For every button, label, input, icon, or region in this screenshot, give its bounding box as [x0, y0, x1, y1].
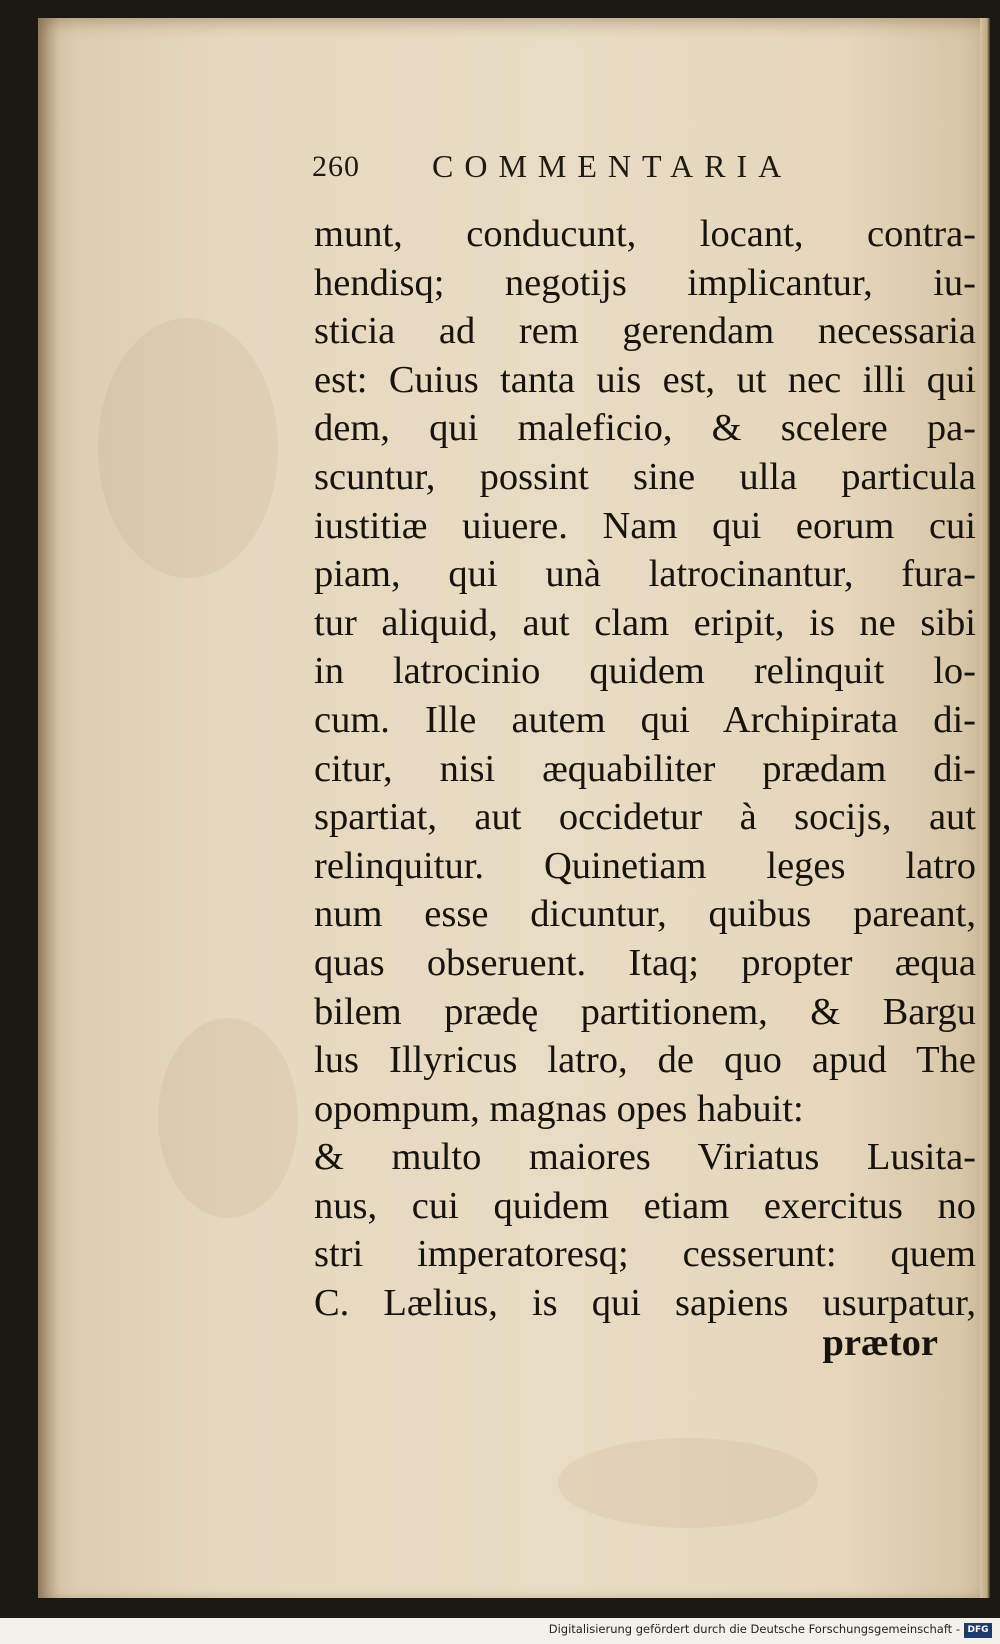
text-line: est: Cuius tanta uis est, ut nec illi qui	[314, 358, 976, 401]
text-line: nus, cui quidem etiam exercitus no	[314, 1184, 976, 1227]
page-number: 260	[312, 150, 360, 183]
page-edge	[980, 18, 990, 1598]
text-line: spartiat, aut occidetur à socijs, aut	[314, 796, 976, 839]
text-line: munt, conducunt, locant, contra-	[314, 213, 976, 255]
text-line: iustitiæ uiuere. Nam qui eorum cui	[314, 504, 976, 547]
digitization-footer	[0, 1618, 1000, 1644]
text-line: quas obseruent. Itaq; propter æqua	[314, 941, 976, 984]
text-line: lus Illyricus latro, de quo apud The	[314, 1039, 976, 1082]
text-line: in latrocinio quidem relinquit lo-	[314, 650, 976, 693]
running-header	[312, 148, 972, 188]
paper-stain	[158, 1018, 298, 1218]
text-line: scuntur, possint sine ulla particula	[314, 455, 976, 498]
text-line: citur, nisi æquabiliter prædam di-	[314, 747, 976, 790]
catchword: prætor	[822, 1322, 938, 1364]
dfg-logo: DFG	[964, 1623, 992, 1638]
body-text	[314, 210, 976, 1328]
text-line: relinquitur. Quinetiam leges latro	[314, 844, 976, 887]
text-line: bilem prædę partitionem, & Bargu	[314, 990, 976, 1033]
running-title: COMMENTARIA	[432, 148, 793, 184]
funding-credit: Digitalisierung gefördert durch die Deutsche Forschungsgemeinschaft -	[548, 1622, 960, 1636]
text-line: tur aliquid, aut clam eripit, is ne sibi	[314, 601, 976, 644]
text-line: num esse dicuntur, quibus pareant,	[314, 893, 976, 936]
text-line: sticia ad rem gerendam necessaria	[314, 310, 976, 353]
text-line: cum. Ille autem qui Archipirata di-	[314, 698, 976, 741]
paper-stain	[558, 1438, 818, 1528]
text-line: C. Lælius, is qui sapiens usurpatur,	[314, 1282, 976, 1325]
paper-stain	[98, 318, 278, 578]
text-line: dem, qui maleficio, & scelere pa-	[314, 407, 976, 450]
text-line: & multo maiores Viriatus Lusita-	[314, 1136, 976, 1179]
text-line: stri imperatoresq; cesserunt: quem	[314, 1233, 976, 1276]
text-line: hendisq; negotijs implicantur, iu-	[314, 261, 976, 304]
text-line: opompum, magnas opes habuit:	[314, 1087, 804, 1130]
gutter-shadow	[38, 18, 60, 1598]
text-line: piam, qui unà latrocinantur, fura-	[314, 553, 976, 596]
